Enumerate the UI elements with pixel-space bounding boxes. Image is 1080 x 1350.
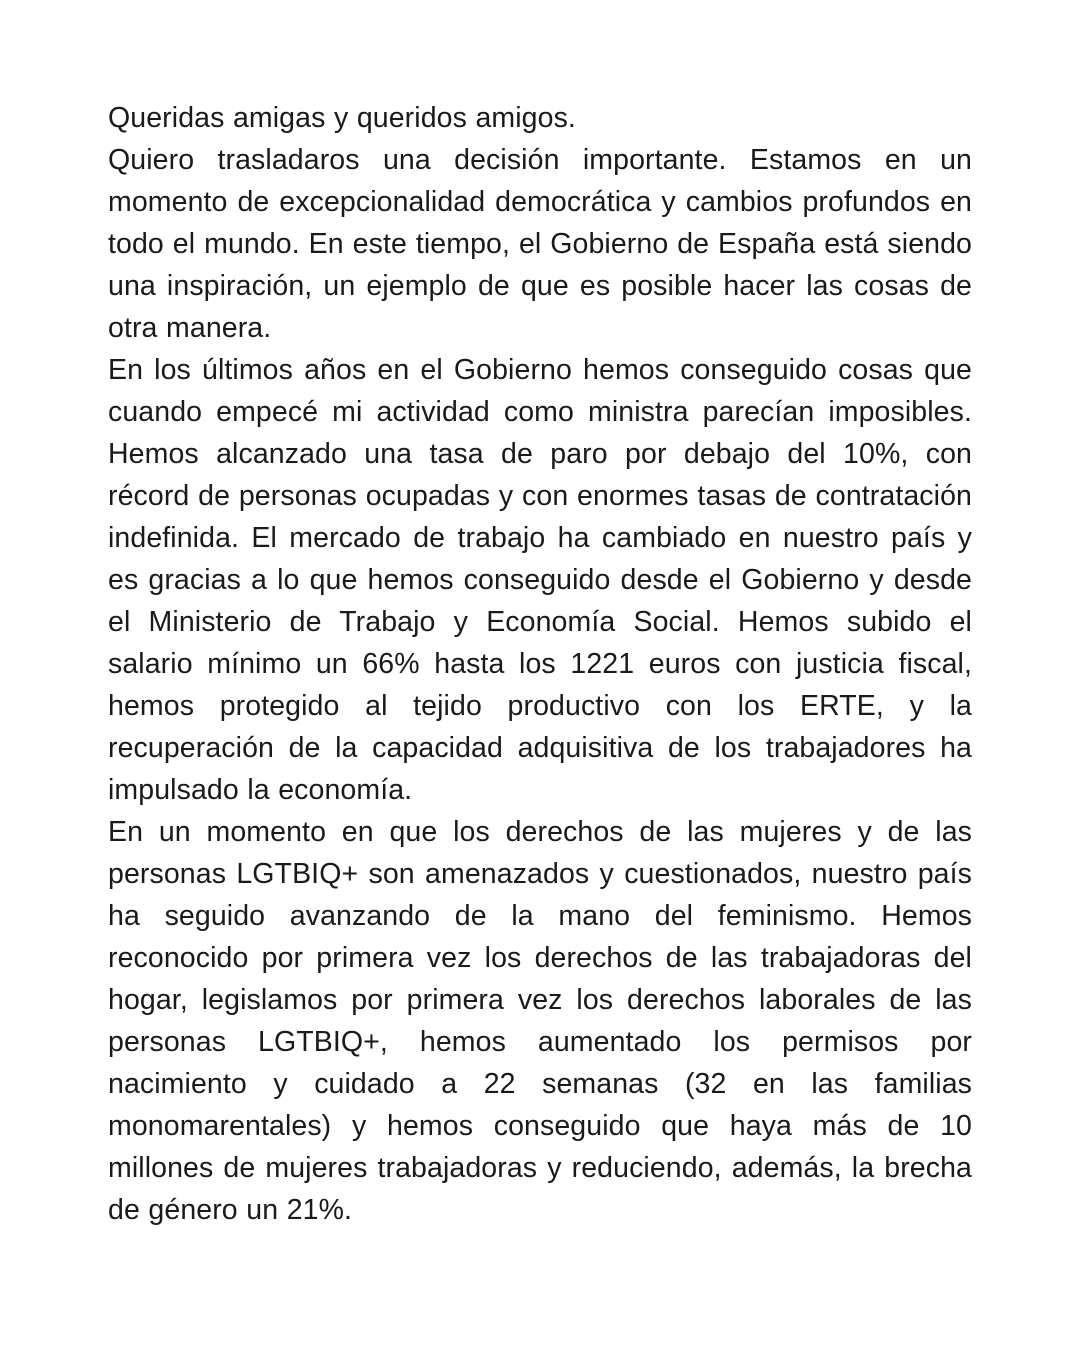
paragraph-greeting: Queridas amigas y queridos amigos. [108, 102, 576, 134]
paragraph-achievements-rights: En un momento en que los derechos de las mujeres y de las personas LGTBIQ+ son amenazados y cuestionados, nuestro país ha seguido avanzando de la mano del feminismo. Hemos reconocido por primera vez los derechos de las trabajadoras del hogar, legislamos por primera vez los derechos laborales de las personas LGTBIQ+, hemos aumentado los permisos por nacimiento y cuidado a 22 semanas (32 en las familias monomarentales) y hemos conseguido que haya más de 10 millones de mujeres trabajadoras y reduciendo, además, la brecha de género un 21%. [108, 816, 972, 1226]
document-body [108, 97, 972, 1231]
paragraph-achievements-labor: En los últimos años en el Gobierno hemos conseguido cosas que cuando empecé mi actividad como ministra parecían imposibles. Hemos alcanzado una tasa de paro por debajo del 10%, con récord de personas ocupadas y con enormes tasas de contratación indefinida. El mercado de trabajo ha cambiado en nuestro país y es gracias a lo que hemos conseguido desde el Gobierno y desde el Ministerio de Trabajo y Economía Social. Hemos subido el salario mínimo un 66% hasta los 1221 euros con justicia fiscal, hemos protegido al tejido productivo con los ERTE, y la recuperación de la capacidad adquisitiva de los trabajadores ha impulsado la economía. [108, 354, 972, 806]
paragraph-announcement: Quiero trasladaros una decisión importante. Estamos en un momento de excepcionalidad democrática y cambios profundos en todo el mundo. En este tiempo, el Gobierno de España está siendo una inspiración, un ejemplo de que es posible hacer las cosas de otra manera. [108, 144, 972, 344]
